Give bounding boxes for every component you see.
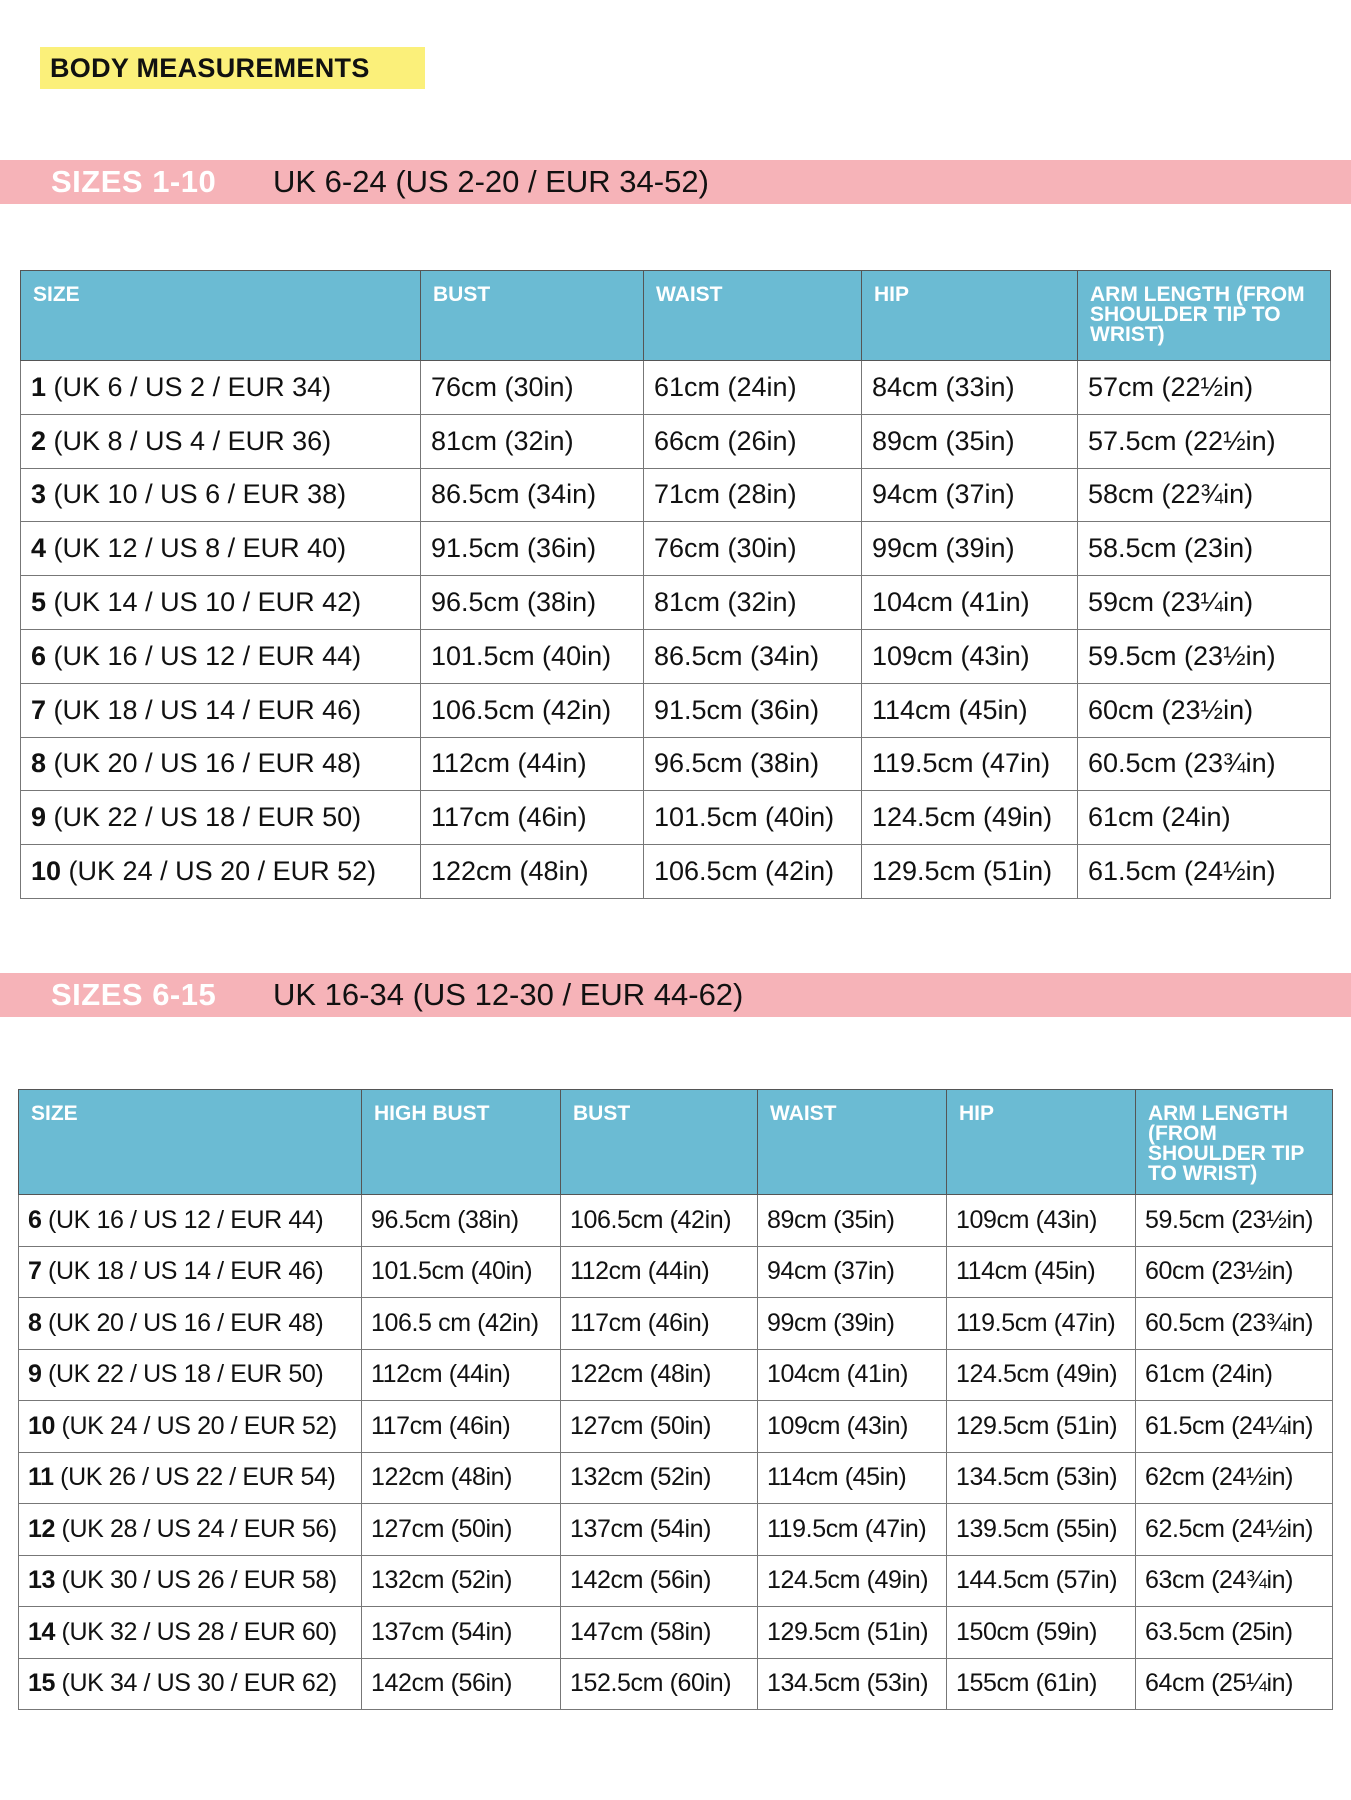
size-equivalents: (UK 8 / US 4 / EUR 36)	[46, 425, 332, 456]
table-row	[21, 629, 1331, 683]
size-equivalents: (UK 12 / US 8 / EUR 40)	[46, 533, 347, 564]
table-row	[21, 737, 1331, 791]
measurement-cell: 59cm (23¼in)	[1078, 576, 1331, 630]
measurement-cell: 117cm (46in)	[421, 791, 644, 845]
measurement-cell: 117cm (46in)	[561, 1298, 758, 1350]
size-equivalents: (UK 6 / US 2 / EUR 34)	[46, 371, 332, 402]
size-equivalents: (UK 32 / US 28 / EUR 60)	[55, 1617, 337, 1646]
measurement-cell: 62cm (24½in)	[1136, 1452, 1333, 1504]
sizes-label: SIZES 6-15	[51, 977, 217, 1012]
table-row	[21, 845, 1331, 899]
column-header: BUST	[561, 1090, 758, 1195]
column-header: SIZE	[21, 271, 421, 361]
size-cell	[19, 1555, 362, 1607]
column-header: ARM LENGTH (FROM SHOULDER TIP TO WRIST)	[1078, 271, 1331, 361]
table-row	[19, 1658, 1333, 1710]
size-cell	[21, 576, 421, 630]
measurement-cell: 99cm (39in)	[862, 522, 1078, 576]
size-cell	[21, 737, 421, 791]
measurement-cell: 112cm (44in)	[421, 737, 644, 791]
measurement-cell: 58cm (22¾in)	[1078, 468, 1331, 522]
section-band-sizes-6-15	[0, 973, 1351, 1017]
size-number: 8	[31, 748, 47, 779]
measurement-cell: 86.5cm (34in)	[644, 629, 862, 683]
sizes-range-label: UK 6-24 (US 2-20 / EUR 34-52)	[273, 164, 709, 199]
size-cell	[21, 845, 421, 899]
measurement-cell: 150cm (59in)	[947, 1607, 1136, 1659]
table-row	[19, 1349, 1333, 1401]
size-equivalents: (UK 18 / US 14 / EUR 46)	[46, 694, 362, 725]
measurement-cell: 134.5cm (53in)	[947, 1452, 1136, 1504]
size-number: 1	[31, 371, 47, 402]
column-header: WAIST	[758, 1090, 947, 1195]
table-row	[21, 468, 1331, 522]
size-cell	[21, 683, 421, 737]
measurement-cell: 109cm (43in)	[758, 1401, 947, 1453]
measurement-cell: 101.5cm (40in)	[644, 791, 862, 845]
measurement-cell: 155cm (61in)	[947, 1658, 1136, 1710]
size-number: 7	[31, 694, 47, 725]
size-cell	[21, 361, 421, 415]
measurement-cell: 152.5cm (60in)	[561, 1658, 758, 1710]
size-cell	[19, 1607, 362, 1659]
measurement-cell: 117cm (46in)	[362, 1401, 561, 1453]
measurement-cell: 137cm (54in)	[561, 1504, 758, 1556]
measurement-table-sizes-6-15	[18, 1089, 1333, 1710]
measurement-cell: 132cm (52in)	[561, 1452, 758, 1504]
measurement-cell: 119.5cm (47in)	[758, 1504, 947, 1556]
measurement-cell: 106.5 cm (42in)	[362, 1298, 561, 1350]
measurement-cell: 59.5cm (23½in)	[1136, 1195, 1333, 1247]
size-equivalents: (UK 10 / US 6 / EUR 38)	[46, 479, 347, 510]
measurement-cell: 89cm (35in)	[758, 1195, 947, 1247]
measurement-cell: 61.5cm (24¼in)	[1136, 1401, 1333, 1453]
size-equivalents: (UK 24 / US 20 / EUR 52)	[55, 1411, 337, 1440]
measurement-cell: 109cm (43in)	[862, 629, 1078, 683]
measurement-cell: 112cm (44in)	[362, 1349, 561, 1401]
size-equivalents: (UK 26 / US 22 / EUR 54)	[53, 1463, 336, 1492]
measurement-cell: 101.5cm (40in)	[362, 1246, 561, 1298]
size-number: 9	[28, 1360, 42, 1389]
measurement-cell: 112cm (44in)	[561, 1246, 758, 1298]
table-header-row	[21, 271, 1331, 361]
measurement-cell: 96.5cm (38in)	[421, 576, 644, 630]
table-row	[21, 683, 1331, 737]
table-row	[19, 1195, 1333, 1247]
size-equivalents: (UK 18 / US 14 / EUR 46)	[41, 1257, 324, 1286]
size-number: 6	[28, 1205, 42, 1234]
measurement-cell: 106.5cm (42in)	[561, 1195, 758, 1247]
measurement-cell: 114cm (45in)	[862, 683, 1078, 737]
measurement-cell: 84cm (33in)	[862, 361, 1078, 415]
measurement-cell: 61cm (24in)	[644, 361, 862, 415]
measurement-cell: 91.5cm (36in)	[421, 522, 644, 576]
measurement-cell: 61.5cm (24½in)	[1078, 845, 1331, 899]
measurement-cell: 57.5cm (22½in)	[1078, 414, 1331, 468]
column-header: HIP	[862, 271, 1078, 361]
page-title: BODY MEASUREMENTS	[40, 47, 425, 89]
measurement-cell: 129.5cm (51in)	[758, 1607, 947, 1659]
measurement-cell: 66cm (26in)	[644, 414, 862, 468]
table-row	[19, 1607, 1333, 1659]
table-row	[19, 1452, 1333, 1504]
size-number: 14	[28, 1617, 56, 1646]
size-equivalents: (UK 34 / US 30 / EUR 62)	[55, 1669, 337, 1698]
measurement-cell: 122cm (48in)	[561, 1349, 758, 1401]
size-equivalents: (UK 24 / US 20 / EUR 52)	[61, 856, 377, 887]
measurement-cell: 94cm (37in)	[862, 468, 1078, 522]
size-number: 10	[28, 1411, 56, 1440]
measurement-cell: 147cm (58in)	[561, 1607, 758, 1659]
size-number: 7	[28, 1257, 42, 1286]
size-equivalents: (UK 28 / US 24 / EUR 56)	[55, 1514, 337, 1543]
measurement-cell: 61cm (24in)	[1078, 791, 1331, 845]
measurement-cell: 81cm (32in)	[421, 414, 644, 468]
table-row	[21, 414, 1331, 468]
measurement-cell: 122cm (48in)	[362, 1452, 561, 1504]
measurement-cell: 132cm (52in)	[362, 1555, 561, 1607]
measurement-cell: 64cm (25¼in)	[1136, 1658, 1333, 1710]
measurement-cell: 61cm (24in)	[1136, 1349, 1333, 1401]
measurement-cell: 124.5cm (49in)	[758, 1555, 947, 1607]
table-row	[19, 1555, 1333, 1607]
measurement-cell: 114cm (45in)	[758, 1452, 947, 1504]
measurement-cell: 119.5cm (47in)	[947, 1298, 1136, 1350]
size-cell	[21, 791, 421, 845]
size-equivalents: (UK 20 / US 16 / EUR 48)	[41, 1308, 324, 1337]
measurement-cell: 129.5cm (51in)	[947, 1401, 1136, 1453]
size-cell	[19, 1195, 362, 1247]
measurement-cell: 127cm (50in)	[561, 1401, 758, 1453]
measurement-cell: 81cm (32in)	[644, 576, 862, 630]
column-header: BUST	[421, 271, 644, 361]
size-number: 6	[31, 640, 47, 671]
measurement-cell: 127cm (50in)	[362, 1504, 561, 1556]
measurement-cell: 104cm (41in)	[758, 1349, 947, 1401]
table-header-row	[19, 1090, 1333, 1195]
measurement-cell: 96.5cm (38in)	[644, 737, 862, 791]
size-equivalents: (UK 16 / US 12 / EUR 44)	[46, 640, 362, 671]
table-row	[21, 361, 1331, 415]
size-number: 11	[28, 1463, 54, 1492]
measurement-cell: 142cm (56in)	[362, 1658, 561, 1710]
measurement-cell: 96.5cm (38in)	[362, 1195, 561, 1247]
size-number: 13	[28, 1566, 56, 1595]
size-equivalents: (UK 30 / US 26 / EUR 58)	[55, 1566, 337, 1595]
table-row	[21, 576, 1331, 630]
size-cell	[21, 522, 421, 576]
size-equivalents: (UK 20 / US 16 / EUR 48)	[46, 748, 362, 779]
measurement-cell: 91.5cm (36in)	[644, 683, 862, 737]
size-equivalents: (UK 14 / US 10 / EUR 42)	[46, 587, 362, 618]
size-number: 5	[31, 587, 47, 618]
table-row	[19, 1298, 1333, 1350]
table-row	[19, 1504, 1333, 1556]
size-cell	[19, 1504, 362, 1556]
size-cell	[19, 1349, 362, 1401]
measurement-cell: 76cm (30in)	[644, 522, 862, 576]
measurement-cell: 62.5cm (24½in)	[1136, 1504, 1333, 1556]
size-cell	[19, 1298, 362, 1350]
column-header: HIGH BUST	[362, 1090, 561, 1195]
size-number: 12	[28, 1514, 56, 1543]
size-number: 2	[31, 425, 47, 456]
measurement-cell: 122cm (48in)	[421, 845, 644, 899]
measurement-cell: 129.5cm (51in)	[862, 845, 1078, 899]
size-cell	[21, 414, 421, 468]
measurement-cell: 109cm (43in)	[947, 1195, 1136, 1247]
size-equivalents: (UK 16 / US 12 / EUR 44)	[41, 1205, 324, 1234]
measurement-cell: 99cm (39in)	[758, 1298, 947, 1350]
column-header: WAIST	[644, 271, 862, 361]
measurement-table-sizes-1-10	[20, 270, 1331, 899]
measurement-cell: 134.5cm (53in)	[758, 1658, 947, 1710]
measurement-cell: 59.5cm (23½in)	[1078, 629, 1331, 683]
measurement-cell: 60.5cm (23¾in)	[1078, 737, 1331, 791]
size-cell	[21, 468, 421, 522]
measurement-cell: 60cm (23½in)	[1078, 683, 1331, 737]
size-number: 10	[31, 856, 62, 887]
measurement-cell: 57cm (22½in)	[1078, 361, 1331, 415]
measurement-cell: 124.5cm (49in)	[862, 791, 1078, 845]
measurement-cell: 119.5cm (47in)	[862, 737, 1078, 791]
measurement-cell: 139.5cm (55in)	[947, 1504, 1136, 1556]
measurement-cell: 89cm (35in)	[862, 414, 1078, 468]
size-equivalents: (UK 22 / US 18 / EUR 50)	[46, 802, 362, 833]
size-number: 4	[31, 533, 47, 564]
measurement-cell: 60.5cm (23¾in)	[1136, 1298, 1333, 1350]
measurement-cell: 58.5cm (23in)	[1078, 522, 1331, 576]
measurement-cell: 71cm (28in)	[644, 468, 862, 522]
column-header: ARM LENGTH (FROM SHOULDER TIP TO WRIST)	[1136, 1090, 1333, 1195]
sizes-range-label: UK 16-34 (US 12-30 / EUR 44-62)	[273, 977, 744, 1012]
size-cell	[21, 629, 421, 683]
measurement-cell: 76cm (30in)	[421, 361, 644, 415]
measurement-cell: 94cm (37in)	[758, 1246, 947, 1298]
table-row	[19, 1401, 1333, 1453]
measurement-cell: 63cm (24¾in)	[1136, 1555, 1333, 1607]
sizes-label: SIZES 1-10	[51, 164, 217, 199]
measurement-cell: 86.5cm (34in)	[421, 468, 644, 522]
measurement-cell: 142cm (56in)	[561, 1555, 758, 1607]
table-row	[19, 1246, 1333, 1298]
table-row	[21, 522, 1331, 576]
size-cell	[19, 1401, 362, 1453]
measurement-cell: 137cm (54in)	[362, 1607, 561, 1659]
measurement-cell: 101.5cm (40in)	[421, 629, 644, 683]
measurement-cell: 63.5cm (25in)	[1136, 1607, 1333, 1659]
size-cell	[19, 1452, 362, 1504]
measurement-cell: 124.5cm (49in)	[947, 1349, 1136, 1401]
measurement-cell: 60cm (23½in)	[1136, 1246, 1333, 1298]
column-header: SIZE	[19, 1090, 362, 1195]
size-number: 9	[31, 802, 47, 833]
section-band-sizes-1-10	[0, 160, 1351, 204]
measurement-cell: 106.5cm (42in)	[421, 683, 644, 737]
table-row	[21, 791, 1331, 845]
measurement-cell: 104cm (41in)	[862, 576, 1078, 630]
size-number: 15	[28, 1669, 56, 1698]
size-number: 3	[31, 479, 47, 510]
size-cell	[19, 1658, 362, 1710]
size-cell	[19, 1246, 362, 1298]
column-header: HIP	[947, 1090, 1136, 1195]
measurement-cell: 144.5cm (57in)	[947, 1555, 1136, 1607]
size-number: 8	[28, 1308, 42, 1337]
measurement-cell: 114cm (45in)	[947, 1246, 1136, 1298]
measurement-cell: 106.5cm (42in)	[644, 845, 862, 899]
size-equivalents: (UK 22 / US 18 / EUR 50)	[41, 1360, 324, 1389]
